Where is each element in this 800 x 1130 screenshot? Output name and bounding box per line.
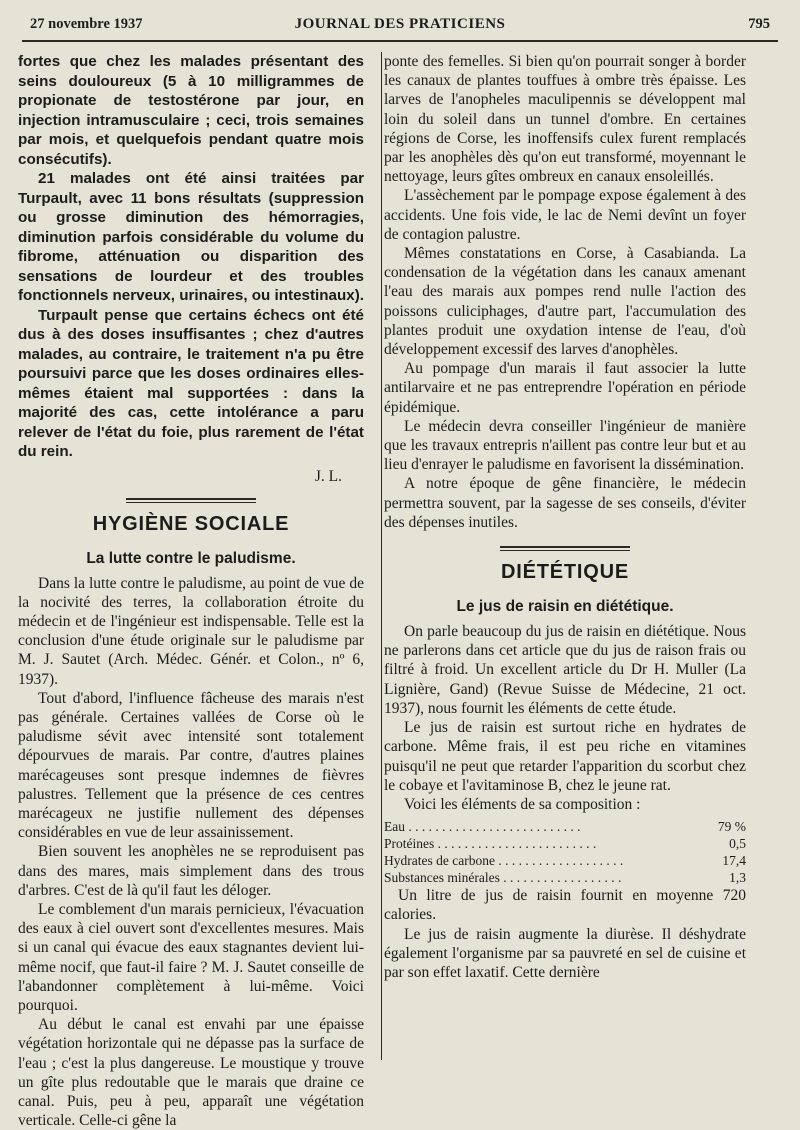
table-cell: Hydrates de carbone . . . . . . . . . . . . . . . . . . . <box>384 853 624 869</box>
section-title: HYGIÈNE SOCIALE <box>92 512 290 535</box>
table-row <box>384 852 746 869</box>
paragraph: On parle beaucoup du jus de raisin en diététique. Nous ne parlerons dans cet article que du jus de raison frais ou filtré à froid. Un excellent article du Dr H. Muller (La Lignière, Gand) (Revue Suisse de Médecine, 21 oct. 1937), nous fournit les éléments de cette étude. <box>384 623 746 717</box>
section-rule <box>126 498 256 503</box>
paragraph: fortes que chez les malades présentant des seins douloureux (5 à 10 milligrammes de propionate de testostérone par jour, en injection intramusculaire ; ceci, trois semaines par mois, et quelquefois pendant quatre mois consécutifs). <box>18 53 364 168</box>
left-column <box>18 52 364 1130</box>
article-title: La lutte contre le paludisme. <box>86 549 296 567</box>
table-cell: Eau . . . . . . . . . . . . . . . . . . . . . . . . . . <box>384 819 581 835</box>
page-header <box>30 16 770 40</box>
previous-article-end <box>18 52 364 462</box>
journal-title: JOURNAL DES PRATICIENS <box>294 16 506 32</box>
composition-label: Hydrates de carbone <box>384 853 495 869</box>
page-number: 795 <box>748 16 770 32</box>
composition-label: Protéines <box>384 836 435 852</box>
paragraph: ponte des femelles. Si bien qu'on pourrait songer à border les canaux de plantes touffues à ombre très épaisse. Les larves de l'anopheles maculipennis se développent mal loin du soleil dans un tunnel d'ombre. En certaines régions de Corse, les inoffensifs culex furent remplacés par les anophèles dès qu'on eut transformé, moyennant le nettoyage, leurs gîtes ombreux en canaux ensoleillés. <box>384 53 746 186</box>
column-divider <box>381 52 382 1060</box>
section-rule <box>500 546 630 551</box>
paragraph: Voici les éléments de sa composition : <box>404 795 641 813</box>
paragraph: 21 malades ont été ainsi traitées par Turpault, avec 11 bons résultats (suppression ou grosse diminution des hémorragies, diminution parfois considérable du volume du fibrome, atténuation ou disparition des sensations de lourdeur et des troubles fonctionnels nerveux, urinaires, ou intestinaux). <box>18 170 365 304</box>
right-column <box>384 52 746 982</box>
composition-value: 79 % <box>717 819 746 835</box>
paragraph: Le médecin devra conseiller l'ingénieur de manière que les travaux entrepris n'aillent pas contre leur but et au lieu d'enrayer le paludisme en favorisent la dissémination. <box>384 417 746 474</box>
paragraph: Turpault pense que certains échecs ont été dus à des doses insuffisantes ; chez d'autres malades, au contraire, le traitement n'a pu être poursuivi parce que les doses ordinaires elles-mêmes étaient mal supportées : dans la majorité des cas, cette intolérance a paru relever de l'état du foie, plus rarement de l'état du rein. <box>18 306 364 460</box>
paragraph: Le jus de raisin augmente la diurèse. Il déshydrate également l'organisme par sa pauvreté en sel de cuisine et par son effet laxatif. Cette dernière <box>384 925 746 981</box>
paragraph: Bien souvent les anophèles ne se reproduisent pas dans des mares, mais simplement dans des trous d'arbres. C'est de là qu'il faut les déloger. <box>18 843 364 899</box>
header-rule <box>22 40 778 42</box>
composition-value: 1,3 <box>729 870 746 886</box>
table-cell: Substances minérales . . . . . . . . . . . . . . . . . . <box>384 870 622 886</box>
header-date: 27 novembre 1937 <box>30 16 143 32</box>
paragraph: Dans la lutte contre le paludisme, au point de vue de la nocivité des terres, la collaboration étroite du médecin et de l'ingénieur est indispensable. Telle est la conclusion d'une étude originale sur le paludisme par M. J. Sautet (Arch. Médec. Génér. et Colon., nº 6, 1937). <box>18 574 364 688</box>
composition-label: Substances minérales <box>384 870 500 886</box>
composition-value: 0,5 <box>729 836 746 852</box>
section-title: DIÉTÉTIQUE <box>500 561 629 584</box>
composition-note: Un litre de jus de raisin fournit en moyenne 720 calories. <box>384 887 746 924</box>
composition-label: Eau <box>384 819 405 835</box>
paragraph: L'assèchement par le pompage expose également à des accidents. Une fois vide, le lac de Nemi devînt un foyer de contagion palustre. <box>384 187 746 243</box>
paragraph: Tout d'abord, l'influence fâcheuse des marais n'est pas générale. Certaines vallées de Corse où le paludisme sévit avec intensité sont totalement dépourvues de marais. Par contre, d'autres plaines marécageuses sont presque indemnes de fièvres palustres. Tellement que la présence de ces centres marécageux ne justifie nullement des dépenses considérables en vue de leur assainissement. <box>18 689 364 842</box>
table-cell: Protéines . . . . . . . . . . . . . . . . . . . . . . . . <box>384 836 597 852</box>
paragraph: Au pompage d'un marais il faut associer la lutte antilarvaire et ne pas entreprendre l'opération en période épidémique. <box>384 360 746 416</box>
paragraph: A notre époque de gêne financière, le médecin permettra souvent, par la sagesse de ses conseils, d'éviter des dépenses inutiles. <box>384 475 746 531</box>
paragraph: Mêmes constatations en Corse, à Casabianda. La condensation de la végétation dans les canaux amenant l'eau des marais aux pompes rend nulle l'action des poissons culiciphages, d'autre part, l'accumulation des plantes produit une oxydation intense de l'eau, d'où développement excessif des larves d'anophèles. <box>384 245 746 359</box>
author-signature: J. L. <box>314 467 342 485</box>
paragraph: Le jus de raisin est surtout riche en hydrates de carbone. Même frais, il est peu riche en vitamines puisqu'il ne peut que retarder l'apparition du scorbut chez le cobaye et l'avitaminose B, chez le jeune rat. <box>384 719 746 794</box>
table-row <box>384 835 746 852</box>
article-title: Le jus de raisin en diététique. <box>456 598 674 616</box>
table-row <box>384 818 746 835</box>
table-row <box>384 869 746 886</box>
paragraph: Au début le canal est envahi par une épaisse végétation horizontale qui ne dépasse pas la surface de l'eau ; c'est la plus dangereuse. Le moustique y trouve un gîte plus redoutable que le marais que draine ce canal. Puis, peu à peu, apparaît une végétation verticale. Celle-ci gêne la <box>18 1016 364 1130</box>
paragraph: Le comblement d'un marais pernicieux, l'évacuation des eaux à ciel ouvert sont d'excellentes mesures. Mais si un canal qui évacue des eaux stagnantes devient lui-même nocif, que faut-il faire ? M. J. Sautet conseille de l'abandonner complètement à lui-même. Voici pourquoi. <box>18 900 364 1014</box>
composition-value: 17,4 <box>722 853 746 869</box>
composition-table <box>384 818 746 886</box>
